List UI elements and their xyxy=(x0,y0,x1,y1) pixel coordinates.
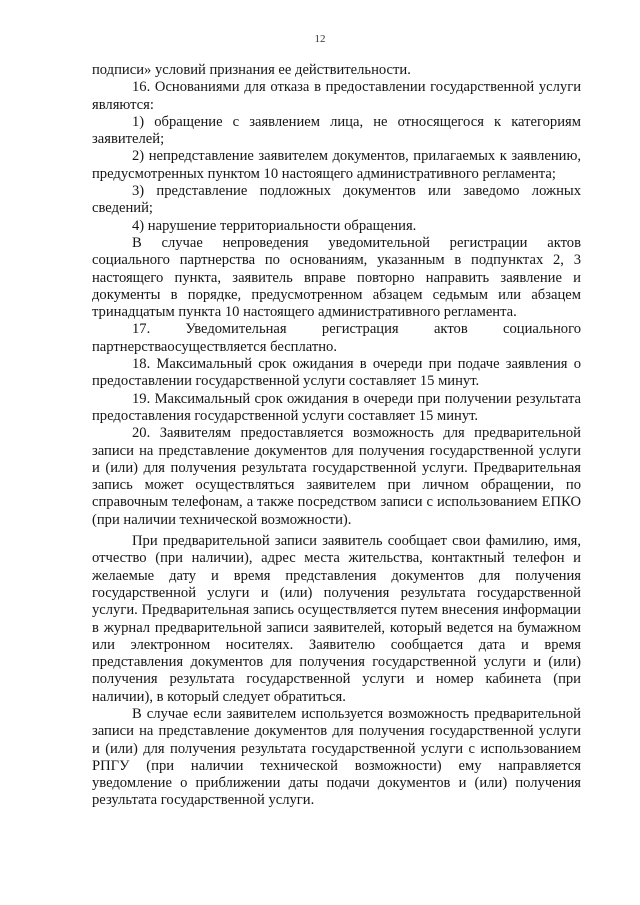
page-number: 12 xyxy=(314,33,326,45)
paragraph-continuation: подписи» условий признания ее действительности. xyxy=(92,62,411,78)
paragraph-rpgu-notification: В случае если заявителем используется возможность предварительной записи на представление документов для получения государственной услуги и (или) для получения результата государственной услуги с использованием РПГУ (при наличии технической возможности) ему направляется уведомление о приближении даты подачи документов и (или) получения результата государственной услуги. xyxy=(92,705,581,809)
paragraph-subitem-4: 4) нарушение территориальности обращения. xyxy=(132,217,417,234)
paragraph-refusal-note: В случае непроведения уведомительной регистрации актов социального партнерства по основаниям, указанным в подпунктах 2, 3 настоящего пункта, заявитель вправе повторно направить заявление и документы в порядке, предусмотренном абзацем седьмым или абзацем тринадцатым пункта 10 настоящего административного регламента. xyxy=(92,234,581,321)
paragraph-item-19: 19. Максимальный срок ожидания в очереди при получении результата предоставления государственной услуги составляет 15 минут. xyxy=(92,390,581,424)
paragraph-subitem-2: 2) непредставление заявителем документов, прилагаемых к заявлению, предусмотренных пунктом 10 настоящего административного регламента; xyxy=(92,148,581,182)
paragraph-item-18: 18. Максимальный срок ожидания в очереди при подаче заявления о предоставлении государственной услуги составляет 15 минут. xyxy=(92,356,581,390)
paragraph-item-16: 16. Основаниями для отказа в предоставлении государственной услуги являются: xyxy=(92,79,581,113)
paragraph-item-17: 17. Уведомительная регистрация актов социального партнерстваосуществляется бесплатно. xyxy=(92,321,581,355)
paragraph-pre-registration: При предварительной записи заявитель сообщает свои фамилию, имя, отчество (при наличии), адрес места жительства, контактный телефон и желаемые дату и время представления документов для получения государственной услуги и (или) получения результата государственной услуги. Предварительная запись осуществляется путем внесения информации в журнал предварительной записи заявителей, который ведется на бумажном или электронном носителях. Заявителю сообщается дата и время представления документов для получения государственной услуги и (или) получения результата государственной услуги и номер кабинета (при наличии), в который следует обратиться. xyxy=(92,533,581,705)
document-body xyxy=(92,62,581,810)
paragraph-item-20: 20. Заявителям предоставляется возможность для предварительной записи на представление документов для получения государственной услуги и (или) для получения результата государственной услуги. Предварительная запись может осуществляться заявителем при личном обращении, по справочным телефонам, а также посредством записи с использованием ЕПКО (при наличии технической возможности). xyxy=(92,425,581,528)
paragraph-subitem-3: 3) представление подложных документов или заведомо ложных сведений; xyxy=(92,183,581,217)
paragraph-subitem-1: 1) обращение с заявлением лица, не относящегося к категориям заявителей; xyxy=(92,113,581,148)
